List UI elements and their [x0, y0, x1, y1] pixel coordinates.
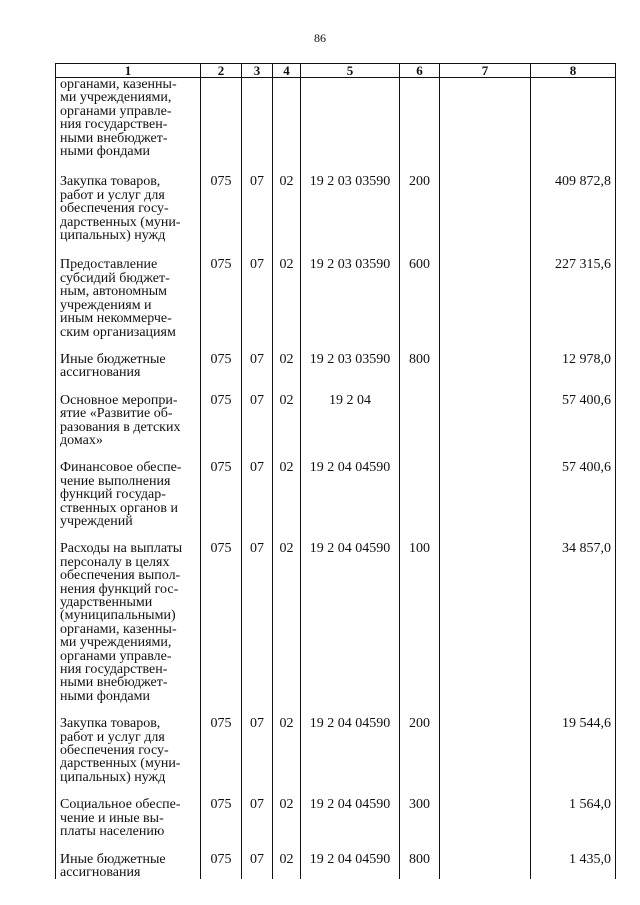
section-code-cell: 07: [242, 528, 273, 703]
section-code-cell: [242, 78, 273, 159]
expense-type-cell: 600: [400, 242, 440, 338]
table-row: [56, 703, 616, 784]
subsection-code-cell: [273, 78, 301, 159]
row-description: [56, 784, 201, 838]
description-line: Расходы на выплаты: [60, 541, 183, 557]
subsection-code-cell: 02: [273, 528, 301, 703]
ministry-code-cell: [201, 78, 242, 159]
amount-cell: 12 978,0: [531, 339, 616, 380]
column-7-cell: [440, 784, 531, 838]
target-article-cell: 19 2 04: [301, 380, 400, 448]
row-description: [56, 447, 201, 528]
description-line: Закупка товаров,: [60, 174, 161, 190]
subsection-code-cell: 02: [273, 839, 301, 880]
row-description: [56, 528, 201, 703]
target-article-cell: 19 2 04 04590: [301, 784, 400, 838]
description-line: обеспечения госу-: [60, 201, 169, 217]
header-row: [56, 64, 616, 78]
description-line: Иные бюджетные: [60, 851, 166, 867]
description-line: (муниципальными): [60, 608, 176, 624]
table-row: [56, 784, 616, 838]
amount-cell: 34 857,0: [531, 528, 616, 703]
column-7-cell: [440, 528, 531, 703]
row-description: [56, 78, 201, 159]
section-code-cell: 07: [242, 839, 273, 880]
description-line: Закупка товаров,: [60, 716, 161, 732]
section-code-cell: 07: [242, 158, 273, 242]
row-description: [56, 158, 201, 242]
row-description: [56, 380, 201, 448]
description-line: учреждений: [60, 513, 133, 529]
column-7-cell: [440, 380, 531, 448]
column-7-cell: [440, 447, 531, 528]
description-line: ударственными: [60, 595, 153, 610]
column-7-cell: [440, 242, 531, 338]
description-line: ципальных) нужд: [60, 769, 166, 785]
ministry-code-cell: 075: [201, 447, 242, 528]
target-article-cell: 19 2 04 04590: [301, 447, 400, 528]
description-line: ными фондами: [60, 144, 151, 160]
description-line: разования в детских: [60, 419, 181, 435]
description-line: обеспечения госу-: [60, 743, 169, 759]
section-code-cell: 07: [242, 784, 273, 838]
description-line: ским организациям: [60, 324, 176, 340]
column-header: 8: [531, 64, 616, 78]
amount-cell: 57 400,6: [531, 447, 616, 528]
table-row: [56, 528, 616, 703]
subsection-code-cell: 02: [273, 380, 301, 448]
description-line: ственных органов и: [60, 500, 179, 516]
description-line: ными фондами: [60, 688, 151, 704]
column-header: 5: [301, 64, 400, 78]
page-number: 86: [314, 31, 326, 45]
description-line: дарственных (муни-: [60, 214, 181, 230]
description-line: ми учреждениями,: [60, 90, 172, 106]
section-code-cell: 07: [242, 339, 273, 380]
description-line: Основное меропри-: [60, 392, 178, 408]
column-header: 6: [400, 64, 440, 78]
description-line: Предоставление: [60, 257, 158, 273]
column-header: 2: [201, 64, 242, 78]
ministry-code-cell: 075: [201, 242, 242, 338]
description-line: учреждениям и: [60, 297, 152, 313]
description-line: чение и иные вы-: [60, 810, 164, 826]
description-line: ципальных) нужд: [60, 228, 166, 244]
description-line: ассигнования: [60, 864, 141, 880]
description-line: работ и услуг для: [60, 187, 165, 203]
column-header: 4: [273, 64, 301, 78]
target-article-cell: 19 2 03 03590: [301, 158, 400, 242]
column-7-cell: [440, 839, 531, 880]
section-code-cell: 07: [242, 447, 273, 528]
description-line: Социальное обеспе-: [60, 797, 181, 813]
table-row: [56, 447, 616, 528]
amount-cell: [531, 78, 616, 159]
subsection-code-cell: 02: [273, 447, 301, 528]
subsection-code-cell: 02: [273, 703, 301, 784]
ministry-code-cell: 075: [201, 703, 242, 784]
description-line: субсидий бюджет-: [60, 270, 170, 286]
row-description: [56, 242, 201, 338]
expense-type-cell: 100: [400, 528, 440, 703]
subsection-code-cell: 02: [273, 339, 301, 380]
target-article-cell: 19 2 03 03590: [301, 242, 400, 338]
column-header: 1: [56, 64, 201, 78]
description-line: домах»: [60, 432, 103, 448]
description-line: ным, автономным: [60, 284, 168, 300]
amount-cell: 409 872,8: [531, 158, 616, 242]
table-row: [56, 158, 616, 242]
description-line: ния государствен-: [60, 117, 168, 133]
section-code-cell: 07: [242, 242, 273, 338]
amount-cell: 19 544,6: [531, 703, 616, 784]
description-line: иным некоммерче-: [60, 311, 172, 327]
expense-type-cell: 800: [400, 339, 440, 380]
expense-type-cell: 800: [400, 839, 440, 880]
table-row: [56, 242, 616, 338]
target-article-cell: 19 2 04 04590: [301, 703, 400, 784]
amount-cell: 227 315,6: [531, 242, 616, 338]
description-line: ния государствен-: [60, 662, 168, 678]
expense-type-cell: 200: [400, 703, 440, 784]
description-line: работ и услуг для: [60, 729, 165, 745]
description-line: обеспечения выпол-: [60, 568, 181, 584]
column-7-cell: [440, 703, 531, 784]
column-header: 7: [440, 64, 531, 78]
expense-type-cell: 300: [400, 784, 440, 838]
target-article-cell: [301, 78, 400, 159]
budget-table: [55, 63, 616, 879]
ministry-code-cell: 075: [201, 380, 242, 448]
expense-type-cell: [400, 78, 440, 159]
target-article-cell: 19 2 04 04590: [301, 839, 400, 880]
description-line: органами управле-: [60, 103, 172, 119]
description-line: дарственных (муни-: [60, 756, 181, 772]
column-header: 3: [242, 64, 273, 78]
table-row: [56, 380, 616, 448]
amount-cell: 1 435,0: [531, 839, 616, 880]
ministry-code-cell: 075: [201, 839, 242, 880]
target-article-cell: 19 2 03 03590: [301, 339, 400, 380]
column-7-cell: [440, 339, 531, 380]
section-code-cell: 07: [242, 380, 273, 448]
description-line: ятие «Развитие об-: [60, 406, 173, 422]
subsection-code-cell: 02: [273, 784, 301, 838]
description-line: органами, казенны-: [60, 621, 177, 637]
column-7-cell: [440, 78, 531, 159]
description-line: чение выполнения: [60, 473, 171, 489]
description-line: Иные бюджетные: [60, 351, 166, 367]
description-line: органами, казенны-: [60, 77, 177, 92]
description-line: ными внебюджет-: [60, 130, 168, 146]
section-code-cell: 07: [242, 703, 273, 784]
amount-cell: 1 564,0: [531, 784, 616, 838]
description-line: Финансовое обеспе-: [60, 460, 182, 476]
row-description: [56, 339, 201, 380]
description-line: ми учреждениями,: [60, 635, 172, 651]
column-7-cell: [440, 158, 531, 242]
description-line: платы населению: [60, 824, 165, 840]
subsection-code-cell: 02: [273, 158, 301, 242]
row-description: [56, 839, 201, 880]
expense-type-cell: 200: [400, 158, 440, 242]
expense-type-cell: [400, 447, 440, 528]
description-line: персоналу в целях: [60, 554, 170, 570]
table-row: [56, 839, 616, 880]
description-line: ассигнования: [60, 365, 141, 381]
description-line: нения функций гос-: [60, 581, 179, 597]
description-line: функций государ-: [60, 487, 166, 503]
row-description: [56, 703, 201, 784]
subsection-code-cell: 02: [273, 242, 301, 338]
description-line: ными внебюджет-: [60, 675, 168, 691]
target-article-cell: 19 2 04 04590: [301, 528, 400, 703]
amount-cell: 57 400,6: [531, 380, 616, 448]
table-row: [56, 78, 616, 159]
ministry-code-cell: 075: [201, 158, 242, 242]
table-row: [56, 339, 616, 380]
ministry-code-cell: 075: [201, 784, 242, 838]
ministry-code-cell: 075: [201, 339, 242, 380]
expense-type-cell: [400, 380, 440, 448]
description-line: органами управле-: [60, 648, 172, 664]
ministry-code-cell: 075: [201, 528, 242, 703]
table-body: [56, 78, 616, 880]
